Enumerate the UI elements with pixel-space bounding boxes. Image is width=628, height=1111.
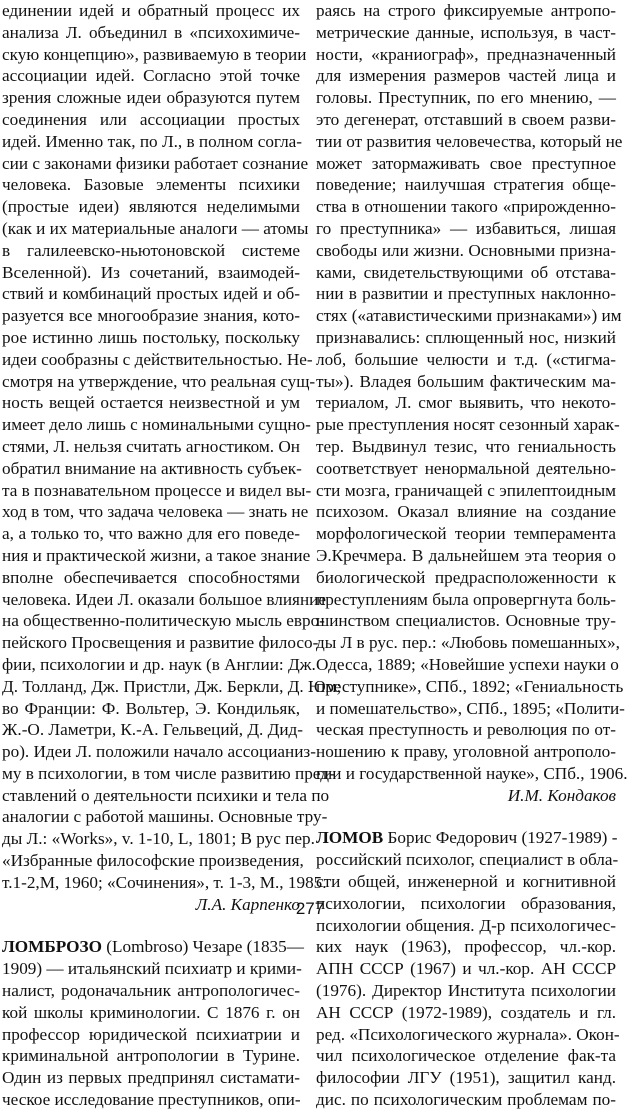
text-line: российский психолог, специалист в обла- bbox=[316, 850, 619, 870]
text-line: признавались: сплющенный нос, низкий bbox=[316, 327, 616, 347]
text-line: ния и практической жизни, а такое знание bbox=[2, 545, 311, 565]
text-line: ства в отношении такого «прирожденно- bbox=[316, 197, 616, 217]
lombroso-entry-continued bbox=[316, 0, 628, 785]
text-line: может затормаживать свое преступное bbox=[316, 153, 616, 173]
text-line: разуется все многообразие знания, кото- bbox=[2, 306, 300, 326]
karpenko-signature: Л.А. Карпенко bbox=[195, 894, 300, 914]
text-line: чил психологическое отделение фак-та bbox=[316, 1046, 616, 1066]
text-line: та в познавательном процессе и видел вы- bbox=[2, 480, 312, 500]
text-line: рые преступления носят сезонный харак- bbox=[316, 415, 620, 435]
lomov-first-line-rest: Борис Федорович (1927-1989) - bbox=[383, 828, 618, 848]
text-line: сти мозга, граничащей с эпилептоидным bbox=[316, 480, 616, 500]
lombroso-entry-text bbox=[2, 958, 300, 1111]
text-line: анализа Л. объединил в «психохимиче- bbox=[2, 22, 300, 42]
text-line: (как и их материальные аналоги — атомы bbox=[2, 218, 309, 238]
text-line: пейского Просвещения и развитие филосо- bbox=[2, 633, 319, 653]
text-line: тер. Выдвинул тезис, что гениальность bbox=[316, 436, 616, 456]
text-line: головы. Преступник, по его мнению, — bbox=[316, 88, 616, 108]
text-line: человека. Базовые элементы психики bbox=[2, 175, 300, 195]
text-line: Один из первых предпринял систамати- bbox=[2, 1068, 300, 1088]
karpenko-entry-text bbox=[2, 0, 342, 894]
text-line: психозом. Оказал влияние на создание bbox=[316, 502, 616, 522]
text-line: фии, психологии и др. наук (в Англии: Дж. bbox=[2, 654, 316, 674]
text-line: т.1-2,М, 1960; «Сочинения», т. 1-3, М., 1985. bbox=[2, 872, 327, 892]
text-line: на общественно-политическую мысль евро- bbox=[2, 611, 325, 631]
text-line: идеи сообразны с действительностью. Не- bbox=[2, 349, 313, 369]
text-line: дис. по психологическим проблемам по- bbox=[316, 1090, 616, 1110]
text-line: ческая преступность и революция по от- bbox=[316, 720, 616, 740]
lomov-entry-text bbox=[316, 849, 620, 1111]
text-line: во Франции: Ф. Вольтер, Э. Кондильяк, bbox=[2, 698, 300, 718]
page-number: 277 bbox=[295, 899, 325, 918]
text-line: и помешательство», СПб., 1895; «Полити- bbox=[316, 698, 625, 718]
text-line: криминальной антропологии в Турине. bbox=[2, 1046, 300, 1066]
entry-gap bbox=[316, 806, 616, 827]
text-line: Д. Толланд, Дж. Пристли, Дж. Беркли, Д. Юм; bbox=[2, 676, 342, 696]
text-line: АН СССР (1972-1989), создатель и гл. bbox=[316, 1002, 616, 1022]
text-line: биологической предрасположенности к bbox=[316, 567, 616, 587]
text-line: тии от развития человечества, который не bbox=[316, 131, 623, 151]
text-line: ких наук (1963), профессор, чл.-кор. bbox=[316, 937, 616, 957]
text-line: ставлений о деятельности психики и тела по bbox=[2, 785, 330, 805]
text-line: ды Л в рус. пер.: «Любовь помешанных», bbox=[316, 633, 620, 653]
text-line: «Избранные философские произведения, bbox=[2, 851, 304, 871]
text-line: соединения или ассоциации простых bbox=[2, 109, 300, 129]
text-line: ды Л.: «Works», v. 1-10, L, 1801; В рус пер. bbox=[2, 829, 315, 849]
text-line: (1976). Директор Института психологии bbox=[316, 981, 616, 1001]
text-line: преступнике», СПб., 1892; «Гениальность bbox=[316, 676, 624, 696]
text-line: психологии общения. Д-р психологичес- bbox=[316, 915, 616, 935]
text-line: му в психологии, в том числе развитию пред- bbox=[2, 763, 335, 783]
text-line: преступлениям была опровергнута боль- bbox=[316, 589, 616, 609]
text-line: это дегенерат, отставший в своем разви- bbox=[316, 109, 616, 129]
text-line: (простые идеи) являются неделимыми bbox=[2, 197, 300, 217]
text-line: свободы или жизни. Основными призна- bbox=[316, 240, 616, 260]
text-line: Э.Кречмера. В дальнейшем эта теория о bbox=[316, 545, 616, 565]
lombroso-entry-first-line bbox=[2, 936, 304, 958]
lombroso-headword: ЛОМБРОЗО bbox=[2, 937, 102, 957]
text-line: философии ЛГУ (1951), защитил канд. bbox=[316, 1068, 616, 1088]
text-line: нии в развитии и преступных наклонно- bbox=[316, 284, 616, 304]
lombroso-first-line-rest: (Lombroso) Чезаре (1835— bbox=[101, 937, 304, 957]
text-line: аналогии с работой машины. Основные тру- bbox=[2, 807, 328, 827]
text-line: ро). Идеи Л. положили начало ассоцианиз- bbox=[2, 742, 316, 762]
text-line: метрические данные, используя, в част- bbox=[316, 22, 616, 42]
text-line: вполне обеспечивается способностями bbox=[2, 567, 300, 587]
text-line: стями, Л. нельзя считать агностиком. Он bbox=[2, 436, 300, 456]
text-line: ред. «Психологического журнала». Окон- bbox=[316, 1024, 620, 1044]
text-line: 1909) — итальянский психиатр и крими- bbox=[2, 959, 302, 979]
text-line: ности, «краниограф», предназначенный bbox=[316, 44, 616, 64]
kondakov-signature: И.М. Кондаков bbox=[507, 785, 616, 805]
text-line: морфологической теории темперамента bbox=[316, 524, 616, 544]
text-line: профессор юридической психиатрии и bbox=[2, 1024, 300, 1044]
text-line: лоб, большие челюсти и т.д. («стигма- bbox=[316, 349, 616, 369]
text-line: шинством специалистов. Основные тру- bbox=[316, 611, 616, 631]
text-line: ствий и комбинаций простых идей и об- bbox=[2, 284, 300, 304]
text-line: стях («атавистическими признаками») им bbox=[316, 306, 622, 326]
text-line: Вселенной). Из сочетаний, взаимодей- bbox=[2, 262, 300, 282]
text-line: ход в том, что задача человека — знать не bbox=[2, 502, 309, 522]
text-line: сии с законами физики работает сознание bbox=[2, 153, 309, 173]
text-line: идей. Именно так, по Л., в полном согла- bbox=[2, 131, 303, 151]
text-line: зрения сложные идеи образуются путем bbox=[2, 88, 300, 108]
text-line: соответствует ненормальной деятельно- bbox=[316, 458, 616, 478]
text-line: в галилеевско-ньютоновской системе bbox=[2, 240, 300, 260]
text-line: АПН СССР (1967) и чл.-кор. АН СССР bbox=[316, 959, 616, 979]
text-line: поведение; наилучшая стратегия обще- bbox=[316, 175, 616, 195]
text-line: рое истинно лишь постольку, поскольку bbox=[2, 327, 300, 347]
text-line: единении идей и обратный процесс их bbox=[2, 1, 300, 20]
text-line: скую концепцию», развиваемую в теории bbox=[2, 44, 307, 64]
text-line: Ж.-О. Ламетри, К.-А. Гельвеций, Д. Дид- bbox=[2, 720, 304, 740]
text-line: обратил внимание на активность субъек- bbox=[2, 458, 302, 478]
text-line: кой школы криминологии. С 1876 г. он bbox=[2, 1002, 300, 1022]
text-line: имеет дело лишь с номинальными сущно- bbox=[2, 415, 311, 435]
text-line: ты»). Владея большим фактическим ма- bbox=[316, 371, 616, 391]
text-line: для измерения размеров частей лица и bbox=[316, 66, 616, 86]
text-line: Одесса, 1889; «Новейшие успехи науки о bbox=[316, 654, 619, 674]
text-line: ассоциации идей. Согласно этой точке bbox=[2, 66, 300, 86]
text-line: раясь на строго фиксируемые антропо- bbox=[316, 1, 616, 20]
text-line: ность вещей остается неизвестной и ум bbox=[2, 393, 300, 413]
text-line: сти общей, инженерной и когнитивной bbox=[316, 872, 616, 892]
text-line: ческое исследование преступников, опи- bbox=[2, 1090, 301, 1110]
text-line: психологии, психологии образования, bbox=[316, 893, 616, 913]
text-line: гии и государственной науке», СПб., 1906. bbox=[316, 763, 628, 783]
text-line: налист, родоначальник антропологичес- bbox=[2, 981, 300, 1001]
lomov-entry-first-line bbox=[316, 827, 616, 849]
text-line: смотря на утверждение, что реальная сущ- bbox=[2, 371, 316, 391]
text-line: человека. Идеи Л. оказали большое влияние bbox=[2, 589, 326, 609]
text-line: териалом, Л. смог выявить, что некото- bbox=[316, 393, 616, 413]
text-line: а, а только то, что важно для его поведе- bbox=[2, 524, 300, 544]
text-line: ками, свидетельствующими об отстава- bbox=[316, 262, 616, 282]
right-column bbox=[316, 0, 628, 1111]
text-line: го преступника» — избавиться, лишая bbox=[316, 218, 616, 238]
lomov-headword: ЛОМОВ bbox=[316, 828, 384, 848]
text-line: ношению к праву, уголовной антрополо- bbox=[316, 742, 616, 762]
